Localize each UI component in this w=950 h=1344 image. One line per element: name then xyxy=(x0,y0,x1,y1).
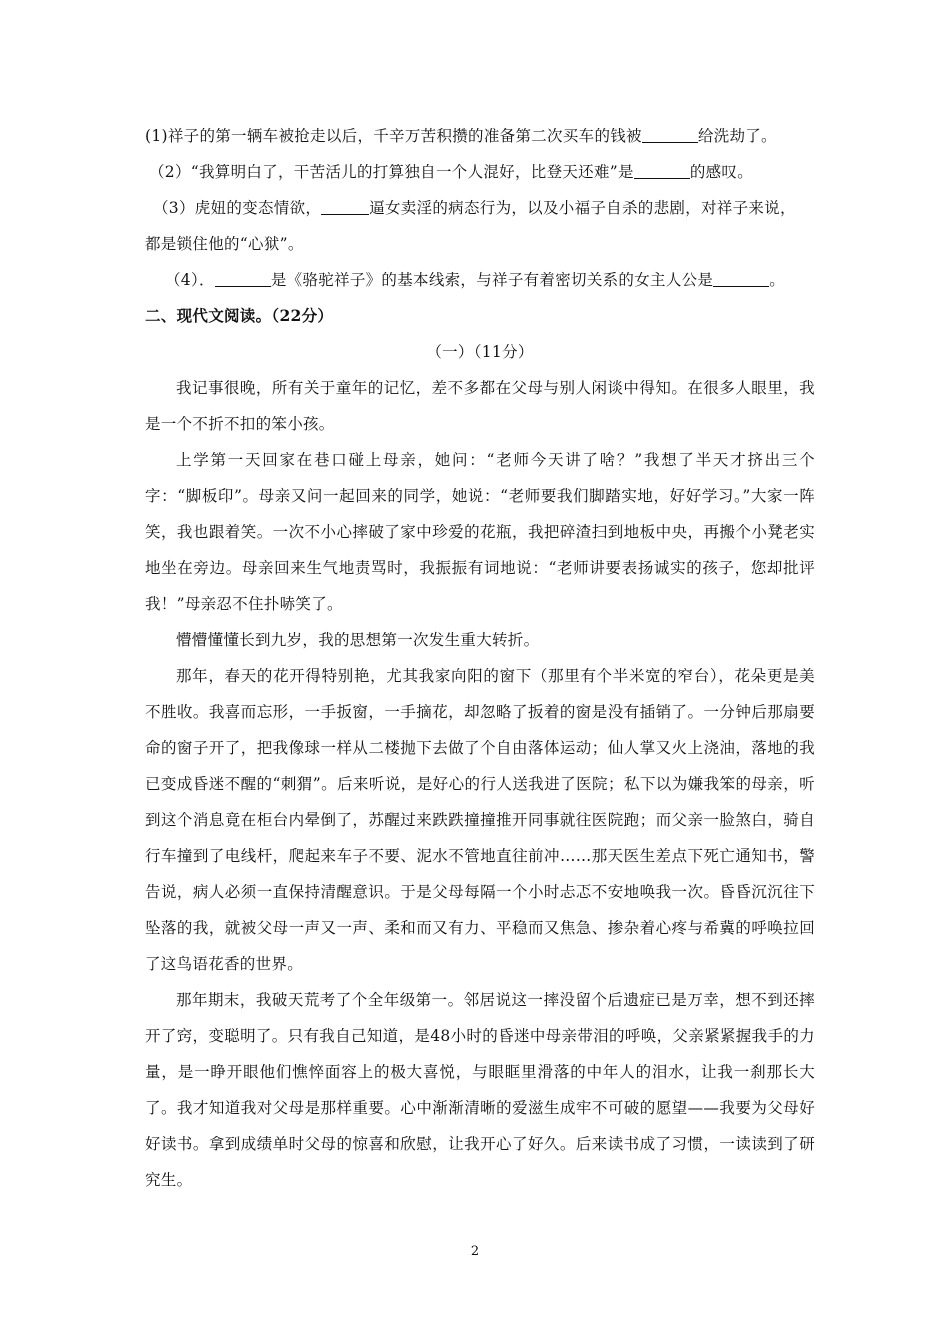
answer-blank-3 xyxy=(321,198,369,215)
answer-blank-4b xyxy=(713,270,769,287)
question-3-text-a: 虎妞的变态情欲， xyxy=(194,199,322,217)
question-3-text-b: 逼女卖淫的病态行为，以及小福子自杀的悲剧，对祥子来说， xyxy=(369,199,796,217)
section-subheading: （一）（11分） xyxy=(426,343,534,361)
passage-paragraph-5: 那年期末，我破天荒考了个全年级第一。邻居说这一摔没留个后遗症已是万幸，想不到还摔开了窍，变聪明了。只有我自己知道，是48小时的昏迷中母亲带泪的呼唤，父亲紧紧握我手的力量，是一睁开眼他们憔悴面容上的极大喜悦，与眼眶里滑落的中年人的泪水，让我一刹那长大了。我才知道我对父母是那样重要。心中渐渐清晰的爱滋生成牢不可破的愿望——我要为父母好好读书。拿到成绩单时父母的惊喜和欣慰，让我开心了好久。后来读书成了习惯，一读读到了研究生。 xyxy=(145,991,815,1189)
answer-blank-2 xyxy=(634,162,690,179)
question-3 xyxy=(145,190,815,226)
question-4 xyxy=(145,262,815,298)
question-4-number: （4）． xyxy=(165,271,215,289)
question-3-number: （3） xyxy=(153,199,195,217)
passage-paragraph-2: 上学第一天回家在巷口碰上母亲，她问：“老师今天讲了啥？”我想了半天才挤出三个字：“脚板印”。母亲又问一起回来的同学，她说：“老师要我们脚踏实地，好好学习。”大家一阵笑，我也跟着笑。一次不小心摔破了家中珍爱的花瓶，我把碎渣扫到地板中央，再搬个小凳老实地坐在旁边。母亲回来生气地责骂时，我振振有词地说：“老师讲要表扬诚实的孩子，您却批评我！”母亲忍不住扑哧笑了。 xyxy=(145,451,815,613)
question-1-text: (1)祥子的第一辆车被抢走以后，千辛万苦积攒的准备第二次买车的钱被 xyxy=(145,127,642,145)
page-content xyxy=(145,118,815,1198)
passage-paragraph-4: 那年，春天的花开得特别艳，尤其我家向阳的窗下（那里有个半米宽的窄台），花朵更是美不胜收。我喜而忘形，一手扳窗，一手摘花，却忽略了扳着的窗是没有插销了。一分钟后那扇要命的窗子开了，把我像球一样从二楼抛下去做了个自由落体运动；仙人掌又火上浇油，落地的我已变成昏迷不醒的“刺猬”。后来听说，是好心的行人送我进了医院；私下以为嫌我笨的母亲，听到这个消息竟在柜台内晕倒了，苏醒过来跌跌撞撞推开同事就往医院跑；而父亲一脸煞白，骑自行车撞到了电线杆，爬起来车子不要、泥水不管地直往前冲……那天医生差点下死亡通知书，警告说，病人必须一直保持清醒意识。于是父母每隔一个小时忐忑不安地唤我一次。昏昏沉沉往下坠落的我，就被父母一声又一声、柔和而又有力、平稳而又焦急、掺杂着心疼与希冀的呼唤拉回了这鸟语花香的世界。 xyxy=(145,667,815,973)
question-1-tail: 给洗劫了。 xyxy=(697,127,777,145)
question-2-text: （2）“我算明白了，干苦活儿的打算独自一个人混好，比登天还难”是 xyxy=(149,163,634,181)
question-2 xyxy=(145,154,815,190)
section-heading: 二、现代文阅读。（22分） xyxy=(145,306,334,325)
question-4-text: 是《骆驼祥子》的基本线索，与祥子有着密切关系的女主人公是 xyxy=(270,271,714,289)
question-2-tail: 的感叹。 xyxy=(689,163,754,181)
question-3-continuation: 都是锁住他的“心狱”。 xyxy=(145,235,304,253)
page-number: 2 xyxy=(470,1244,480,1259)
passage-paragraph-1: 我记事很晚，所有关于童年的记忆，差不多都在父母与别人闲谈中得知。在很多人眼里，我是一个不折不扣的笨小孩。 xyxy=(145,379,815,433)
passage-paragraph-3: 懵懵懂懂长到九岁，我的思想第一次发生重大转折。 xyxy=(176,631,540,649)
question-4-end: 。 xyxy=(769,271,786,289)
answer-blank-4a xyxy=(215,270,271,287)
question-1 xyxy=(145,118,815,154)
answer-blank-1 xyxy=(642,126,698,143)
